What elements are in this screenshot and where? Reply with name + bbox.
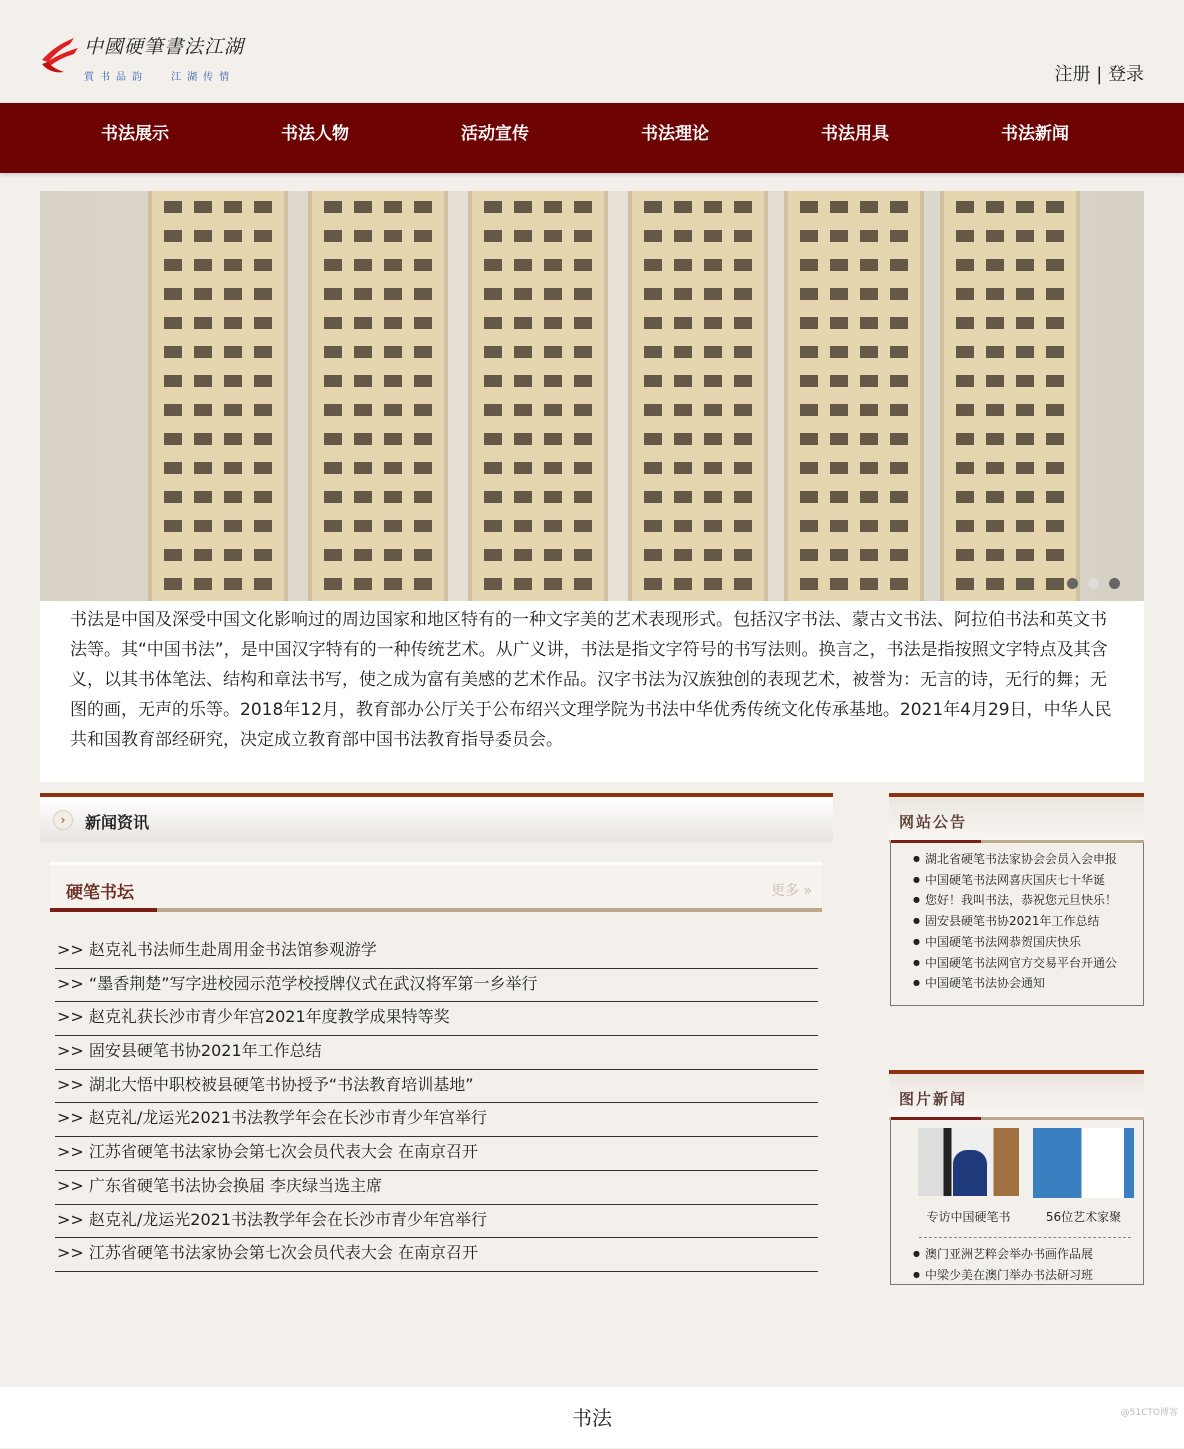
artwork-photo	[1033, 1128, 1134, 1198]
notice-item[interactable]: ● 中国硬笔书法网喜庆国庆七十华诞	[913, 870, 1143, 891]
carousel-dot-2[interactable]	[1088, 578, 1099, 589]
list-item[interactable]: >> 江苏省硬笔书法家协会第七次会员代表大会 在南京召开	[55, 1238, 818, 1272]
site-logo[interactable]	[40, 30, 245, 86]
notice-item[interactable]: ● 中国硬笔书法网官方交易平台开通公	[913, 953, 1143, 974]
photo-caption: 专访中国硬笔书	[926, 1210, 1011, 1224]
list-item[interactable]: >> 固安县硬笔书协2021年工作总结	[55, 1036, 818, 1070]
register-link[interactable]: 注册	[1054, 64, 1091, 85]
nav-events[interactable]: 活动宣传	[461, 124, 529, 144]
header	[0, 0, 1184, 103]
calligraphy-scroll-image	[784, 191, 924, 601]
forum-list	[55, 935, 818, 1272]
carousel-dot-3[interactable]	[1109, 578, 1120, 589]
list-item[interactable]: >> “墨香荆楚”写字进校园示范学校授牌仪式在武汉将军第一乡举行	[55, 969, 818, 1003]
list-item[interactable]: >> 赵克礼/龙运光2021书法教学年会在长沙市青少年宫举行	[55, 1205, 818, 1239]
nav-news[interactable]: 书法新闻	[1001, 124, 1069, 144]
calligraphy-scroll-image	[468, 191, 608, 601]
divider	[919, 1237, 1131, 1238]
calligraphy-scroll-image	[940, 191, 1080, 601]
banner-carousel[interactable]	[40, 191, 1144, 601]
more-link[interactable]: 更多 »	[770, 883, 812, 899]
login-link[interactable]: 登录	[1108, 64, 1144, 85]
forum-header	[50, 862, 822, 912]
notice-item[interactable]: ● 固安县硬笔书协2021年工作总结	[913, 911, 1143, 932]
photo-news-box	[889, 1070, 1144, 1285]
intro-text: 书法是中国及深受中国文化影响过的周边国家和地区特有的一种文字美的艺术表现形式。包括汉字书法、蒙古文书法、阿拉伯书法和英文书法等。其“中国书法”，是中国汉字特有的一种传统艺术。从广义讲，书法是指文字符号的书写法则。换言之，书法是指按照文字特点及其含义，以其书体笔法、结构和章法书写，使之成为富有美感的艺术作品。汉字书法为汉族独创的表现艺术，被誉为：无言的诗，无行的舞；无图的画，无声的乐等。2018年12月，教育部办公厅关于公布绍兴文理学院为书法中华优秀传统文化传承基地。2021年4月29日，中华人民共和国教育部经研究，决定成立教育部中国书法教育指导委员会。	[40, 601, 1144, 782]
photo-news-item[interactable]: ● 澳门亚洲艺粹会举办书画作品展	[913, 1244, 1143, 1265]
nav-theory[interactable]: 书法理论	[641, 124, 709, 144]
list-item[interactable]: >> 江苏省硬笔书法家协会第七次会员代表大会 在南京召开	[55, 1137, 818, 1171]
nav-calligraphers[interactable]: 书法人物	[281, 124, 349, 144]
photo-news-item[interactable]: ● 中梁少美在澳门举办书法研习班	[913, 1265, 1143, 1286]
carousel-dots	[1067, 578, 1120, 589]
chevron-right-icon: ›	[53, 810, 73, 830]
news-section-header	[40, 793, 833, 842]
notice-box	[889, 793, 1144, 1006]
notice-title: 网站公告	[899, 813, 968, 831]
footer	[0, 1387, 1184, 1448]
photo-news-header	[889, 1074, 1144, 1120]
notice-item[interactable]: ● 中国硬笔书法网恭贺国庆快乐	[913, 932, 1143, 953]
calligraphy-scroll-image	[628, 191, 768, 601]
photo-caption: 56位艺术家聚	[1045, 1210, 1122, 1224]
list-item[interactable]: >> 湖北大悟中职校被县硬笔书协授予“书法教育培训基地”	[55, 1070, 818, 1104]
logo-subtitle: 賞书品韵 江湖传情	[84, 72, 236, 83]
watermark: @51CTO博客	[1120, 1408, 1178, 1418]
notice-item[interactable]: ● 中国硬笔书法协会通知	[913, 973, 1143, 994]
photo-news-card[interactable]	[918, 1128, 1019, 1225]
footer-text: 书法	[572, 1406, 612, 1430]
notice-header	[889, 797, 1144, 843]
nav-tools[interactable]: 书法用具	[821, 124, 889, 144]
forum-title: 硬笔书坛	[66, 883, 134, 903]
list-item[interactable]: >> 赵克礼/龙运光2021书法教学年会在长沙市青少年宫举行	[55, 1103, 818, 1137]
calligraphy-scroll-image	[148, 191, 288, 601]
news-section-title: 新闻资讯	[85, 813, 150, 832]
carousel-dot-1[interactable]	[1067, 578, 1078, 589]
auth-separator: |	[1096, 64, 1103, 85]
photo-news-title: 图片新闻	[899, 1090, 968, 1108]
notice-item[interactable]: ● 湖北省硬笔书法家协会会员入会申报	[913, 849, 1143, 870]
interview-photo	[918, 1128, 1019, 1196]
logo-title: 中國硬筆書法江湖	[84, 36, 245, 58]
photo-news-card[interactable]	[1033, 1128, 1134, 1225]
calligraphy-scroll-image	[308, 191, 448, 601]
main-nav	[0, 103, 1184, 173]
logo-fan-icon	[40, 34, 80, 74]
list-item[interactable]: >> 广东省硬笔书法协会换届 李庆绿当选主席	[55, 1171, 818, 1205]
list-item[interactable]: >> 赵克礼获长沙市青少年宫2021年度教学成果特等奖	[55, 1002, 818, 1036]
list-item[interactable]: >> 赵克礼书法师生赴周用金书法馆参观游学	[55, 935, 818, 969]
notice-item[interactable]: ● 您好！我叫书法，恭祝您元旦快乐！	[913, 890, 1143, 911]
auth-links	[1054, 60, 1144, 86]
nav-calligraphy-display[interactable]: 书法展示	[101, 124, 169, 144]
